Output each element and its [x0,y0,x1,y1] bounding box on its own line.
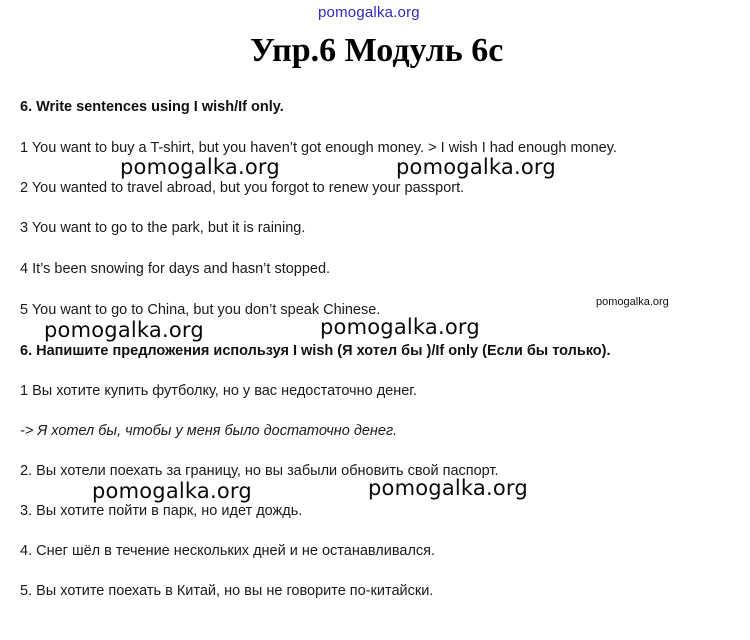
english-item-2: 2 You wanted to travel abroad, but you forgot to renew your passport. [20,180,465,196]
english-item-5: 5 You want to go to China, but you don’t speak Chinese. [20,302,381,318]
russian-heading: 6. Напишите предложения используя I wish (Я хотел бы )/If only (Если бы только). [20,343,611,359]
english-heading: 6. Write sentences using I wish/If only. [20,99,284,115]
russian-item-2: 2. Вы хотели поехать за границу, но вы забыли обновить свой паспорт. [20,463,499,479]
watermark-small: pomogalka.org [596,296,669,308]
watermark: pomogalka.org [368,476,528,500]
watermark: pomogalka.org [320,315,480,339]
russian-item-3: 3. Вы хотите пойти в парк, но идет дождь. [20,503,303,519]
russian-answer-1: -> Я хотел бы, чтобы у меня было достаточно денег. [20,423,398,439]
english-item-3: 3 You want to go to the park, but it is raining. [20,220,306,236]
english-item-4: 4 It’s been snowing for days and hasn’t stopped. [20,261,331,277]
watermark: pomogalka.org [120,155,280,179]
russian-item-4: 4. Снег шёл в течение нескольких дней и не останавливался. [20,543,436,559]
watermark: pomogalka.org [92,479,252,503]
russian-item-5: 5. Вы хотите поехать в Китай, но вы не говорите по-китайски. [20,583,434,599]
russian-item-1: 1 Вы хотите купить футболку, но у вас недостаточно денег. [20,383,417,399]
site-header-link[interactable]: pomogalka.org [318,4,420,21]
watermark: pomogalka.org [44,318,204,342]
page-title: Упр.6 Модуль 6с [250,32,504,69]
watermark: pomogalka.org [396,155,556,179]
english-item-1: 1 You want to buy a T-shirt, but you haven’t got enough money. > I wish I had enough money. [20,140,617,156]
